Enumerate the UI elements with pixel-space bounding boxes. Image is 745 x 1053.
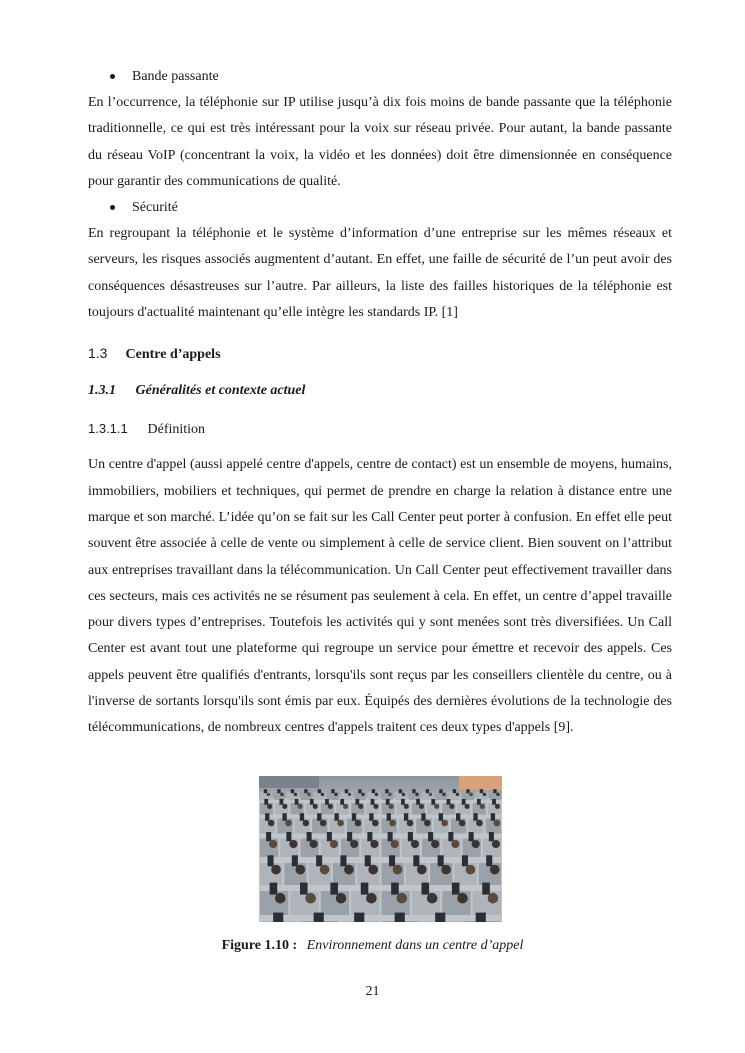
- paragraph-security: En regroupant la téléphonie et le système d’information d’une entreprise sur les mêmes réseaux et serveurs, les risques associés augmentent d’autant. En effet, une faille de sécurité de l’un peut avoir des conséquences désastreuses sur l’autre. Par ailleurs, la liste des failles historiques de la téléphonie est toujours d'actualité maintenant qu’elle intègre les standards IP. [1]: [88, 226, 672, 321]
- bullet-text: Sécurité: [132, 200, 178, 216]
- section-number: 1.3: [88, 345, 108, 362]
- page-content: [88, 64, 672, 742]
- subsubsection-number: 1.3.1.1: [88, 421, 128, 437]
- page-number: 21: [365, 984, 380, 999]
- bullet-item: [88, 195, 672, 221]
- call-center-photo-illustration: [259, 776, 502, 922]
- section-title: Centre d’appels: [125, 347, 221, 363]
- subsection-heading: [88, 378, 672, 404]
- subsubsection-heading: [88, 416, 672, 442]
- figure-label: Figure 1.10 :: [221, 938, 298, 953]
- figure-caption: [0, 938, 745, 954]
- section-heading: [88, 340, 672, 366]
- subsubsection-title: Définition: [147, 422, 206, 438]
- figure-title: Environnement dans un centre d’appel: [306, 938, 524, 953]
- bullet-dot-icon: [110, 205, 115, 210]
- bullet-text: Bande passante: [132, 69, 219, 84]
- bullet-item: [88, 64, 672, 90]
- subsection-number: 1.3.1: [88, 383, 116, 399]
- paragraph-definition: Un centre d'appel (aussi appelé centre d'appels, centre de contact) est un ensemble de moyens, humains, immobiliers, mobiliers et techniques, qui permet de prendre en charge la relation à distance entre une marque et son marché. L’idée qu’on se fait sur les Call Center peut porter à confusion. En effet elle peut souvent être associée à celle de vente ou simplement à celle de service client. Bien souvent on l’attribut aux entreprises travaillant dans la télécommunication. Un Call Center peut effectivement travailler dans ces secteurs, mais ces activités ne se résument pas seulement à cela. En effet, un centre d’appel travaille pour divers types d’entreprises. Toutefois les activités qui y sont menées sont très diversifiées. Un Call Center est avant tout une plateforme qui regroupe un service pour émettre et recevoir des appels. Ces appels peuvent être qualifiés d'entrants, lorsqu'ils sont reçus par les conseillers clientèle du centre, ou à l'inverse de sortants lorsqu'ils sont émis par eux. Équipés des dernières évolutions de la technologie des télécommunications, de nombreux centres d'appels traitent ces deux types d'appels [9].: [88, 457, 672, 736]
- subsection-title: Généralités et contexte actuel: [135, 383, 306, 399]
- call-center-photo: [259, 776, 502, 922]
- bullet-dot-icon: [110, 74, 115, 79]
- paragraph-bandwidth: En l’occurrence, la téléphonie sur IP utilise jusqu’à dix fois moins de bande passante que la téléphonie traditionnelle, ce qui est très intéressant pour la voix sur réseau privée. Pour autant, la bande passante du réseau VoIP (concentrant la voix, la vidéo et les données) doit être dimensionnée en conséquence pour garantir des communications de qualité.: [88, 95, 672, 189]
